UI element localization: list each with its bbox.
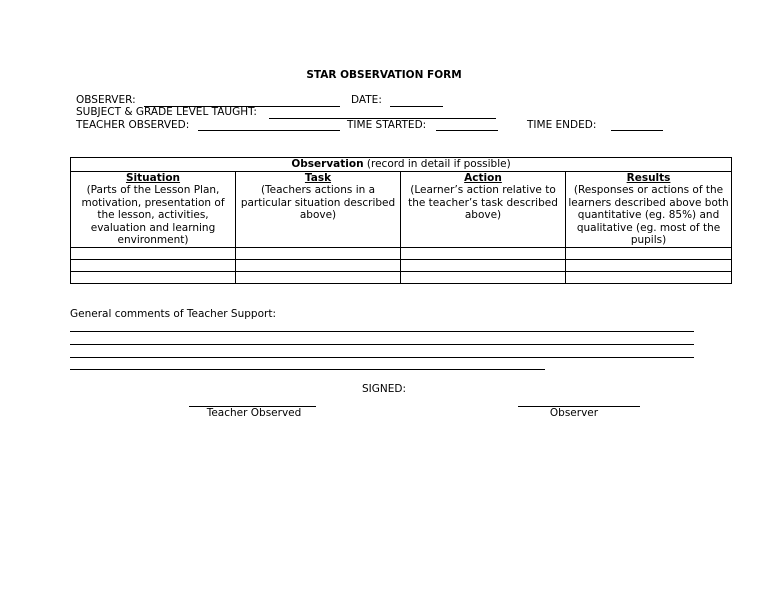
- teacher-signature-label: Teacher Observed: [206, 407, 302, 419]
- date-label: DATE:: [351, 94, 382, 106]
- time-started-field[interactable]: [436, 130, 498, 131]
- table-cell[interactable]: [71, 259, 236, 271]
- comments-label: General comments of Teacher Support:: [70, 308, 276, 320]
- teacher-observed-field[interactable]: [198, 130, 340, 131]
- table-cell[interactable]: [401, 271, 566, 283]
- time-started-label: TIME STARTED:: [347, 119, 427, 131]
- column-results: [566, 171, 732, 247]
- table-row: [71, 259, 732, 271]
- column-description: (Teachers actions in a particular situation described above): [240, 184, 396, 221]
- comment-line[interactable]: [70, 369, 545, 370]
- column-description: (Responses or actions of the learners described above both quantitative (eg. 85%) and qualitative (eg. most of the pupils): [568, 184, 729, 246]
- observation-caption-bold: Observation: [291, 158, 364, 170]
- subject-label: SUBJECT & GRADE LEVEL TAUGHT:: [76, 106, 257, 118]
- column-title: Situation: [125, 171, 181, 184]
- table-cell[interactable]: [566, 247, 732, 259]
- comment-line[interactable]: [70, 357, 694, 358]
- teacher-observed-label: TEACHER OBSERVED:: [76, 119, 190, 131]
- comment-line[interactable]: [70, 331, 694, 332]
- table-cell[interactable]: [401, 247, 566, 259]
- column-description: (Parts of the Lesson Plan, motivation, presentation of the lesson, activities, evaluation and learning environment): [81, 184, 225, 246]
- table-cell[interactable]: [566, 259, 732, 271]
- comment-line[interactable]: [70, 344, 694, 345]
- column-title: Task: [304, 171, 332, 184]
- observation-caption: [71, 158, 732, 172]
- table-cell[interactable]: [236, 259, 401, 271]
- time-ended-field[interactable]: [611, 130, 663, 131]
- table-cell[interactable]: [71, 247, 236, 259]
- table-cell[interactable]: [401, 259, 566, 271]
- date-field[interactable]: [390, 106, 443, 107]
- column-action: [401, 171, 566, 247]
- observation-caption-rest: (record in detail if possible): [363, 158, 511, 170]
- signed-label: SIGNED:: [361, 383, 406, 395]
- form-title: STAR OBSERVATION FORM: [306, 69, 462, 81]
- table-cell[interactable]: [71, 271, 236, 283]
- table-row: [71, 247, 732, 259]
- time-ended-label: TIME ENDED:: [527, 119, 597, 131]
- observer-label: OBSERVER:: [76, 94, 136, 106]
- observer-signature-label: Observer: [549, 407, 599, 419]
- column-title: Action: [464, 171, 502, 184]
- column-title: Results: [626, 171, 671, 184]
- column-situation: [71, 171, 236, 247]
- observation-table: [70, 157, 732, 284]
- table-row: [71, 271, 732, 283]
- table-cell[interactable]: [236, 271, 401, 283]
- table-cell[interactable]: [236, 247, 401, 259]
- table-cell[interactable]: [566, 271, 732, 283]
- column-task: [236, 171, 401, 247]
- column-description: (Learner’s action relative to the teacher’s task described above): [408, 184, 558, 221]
